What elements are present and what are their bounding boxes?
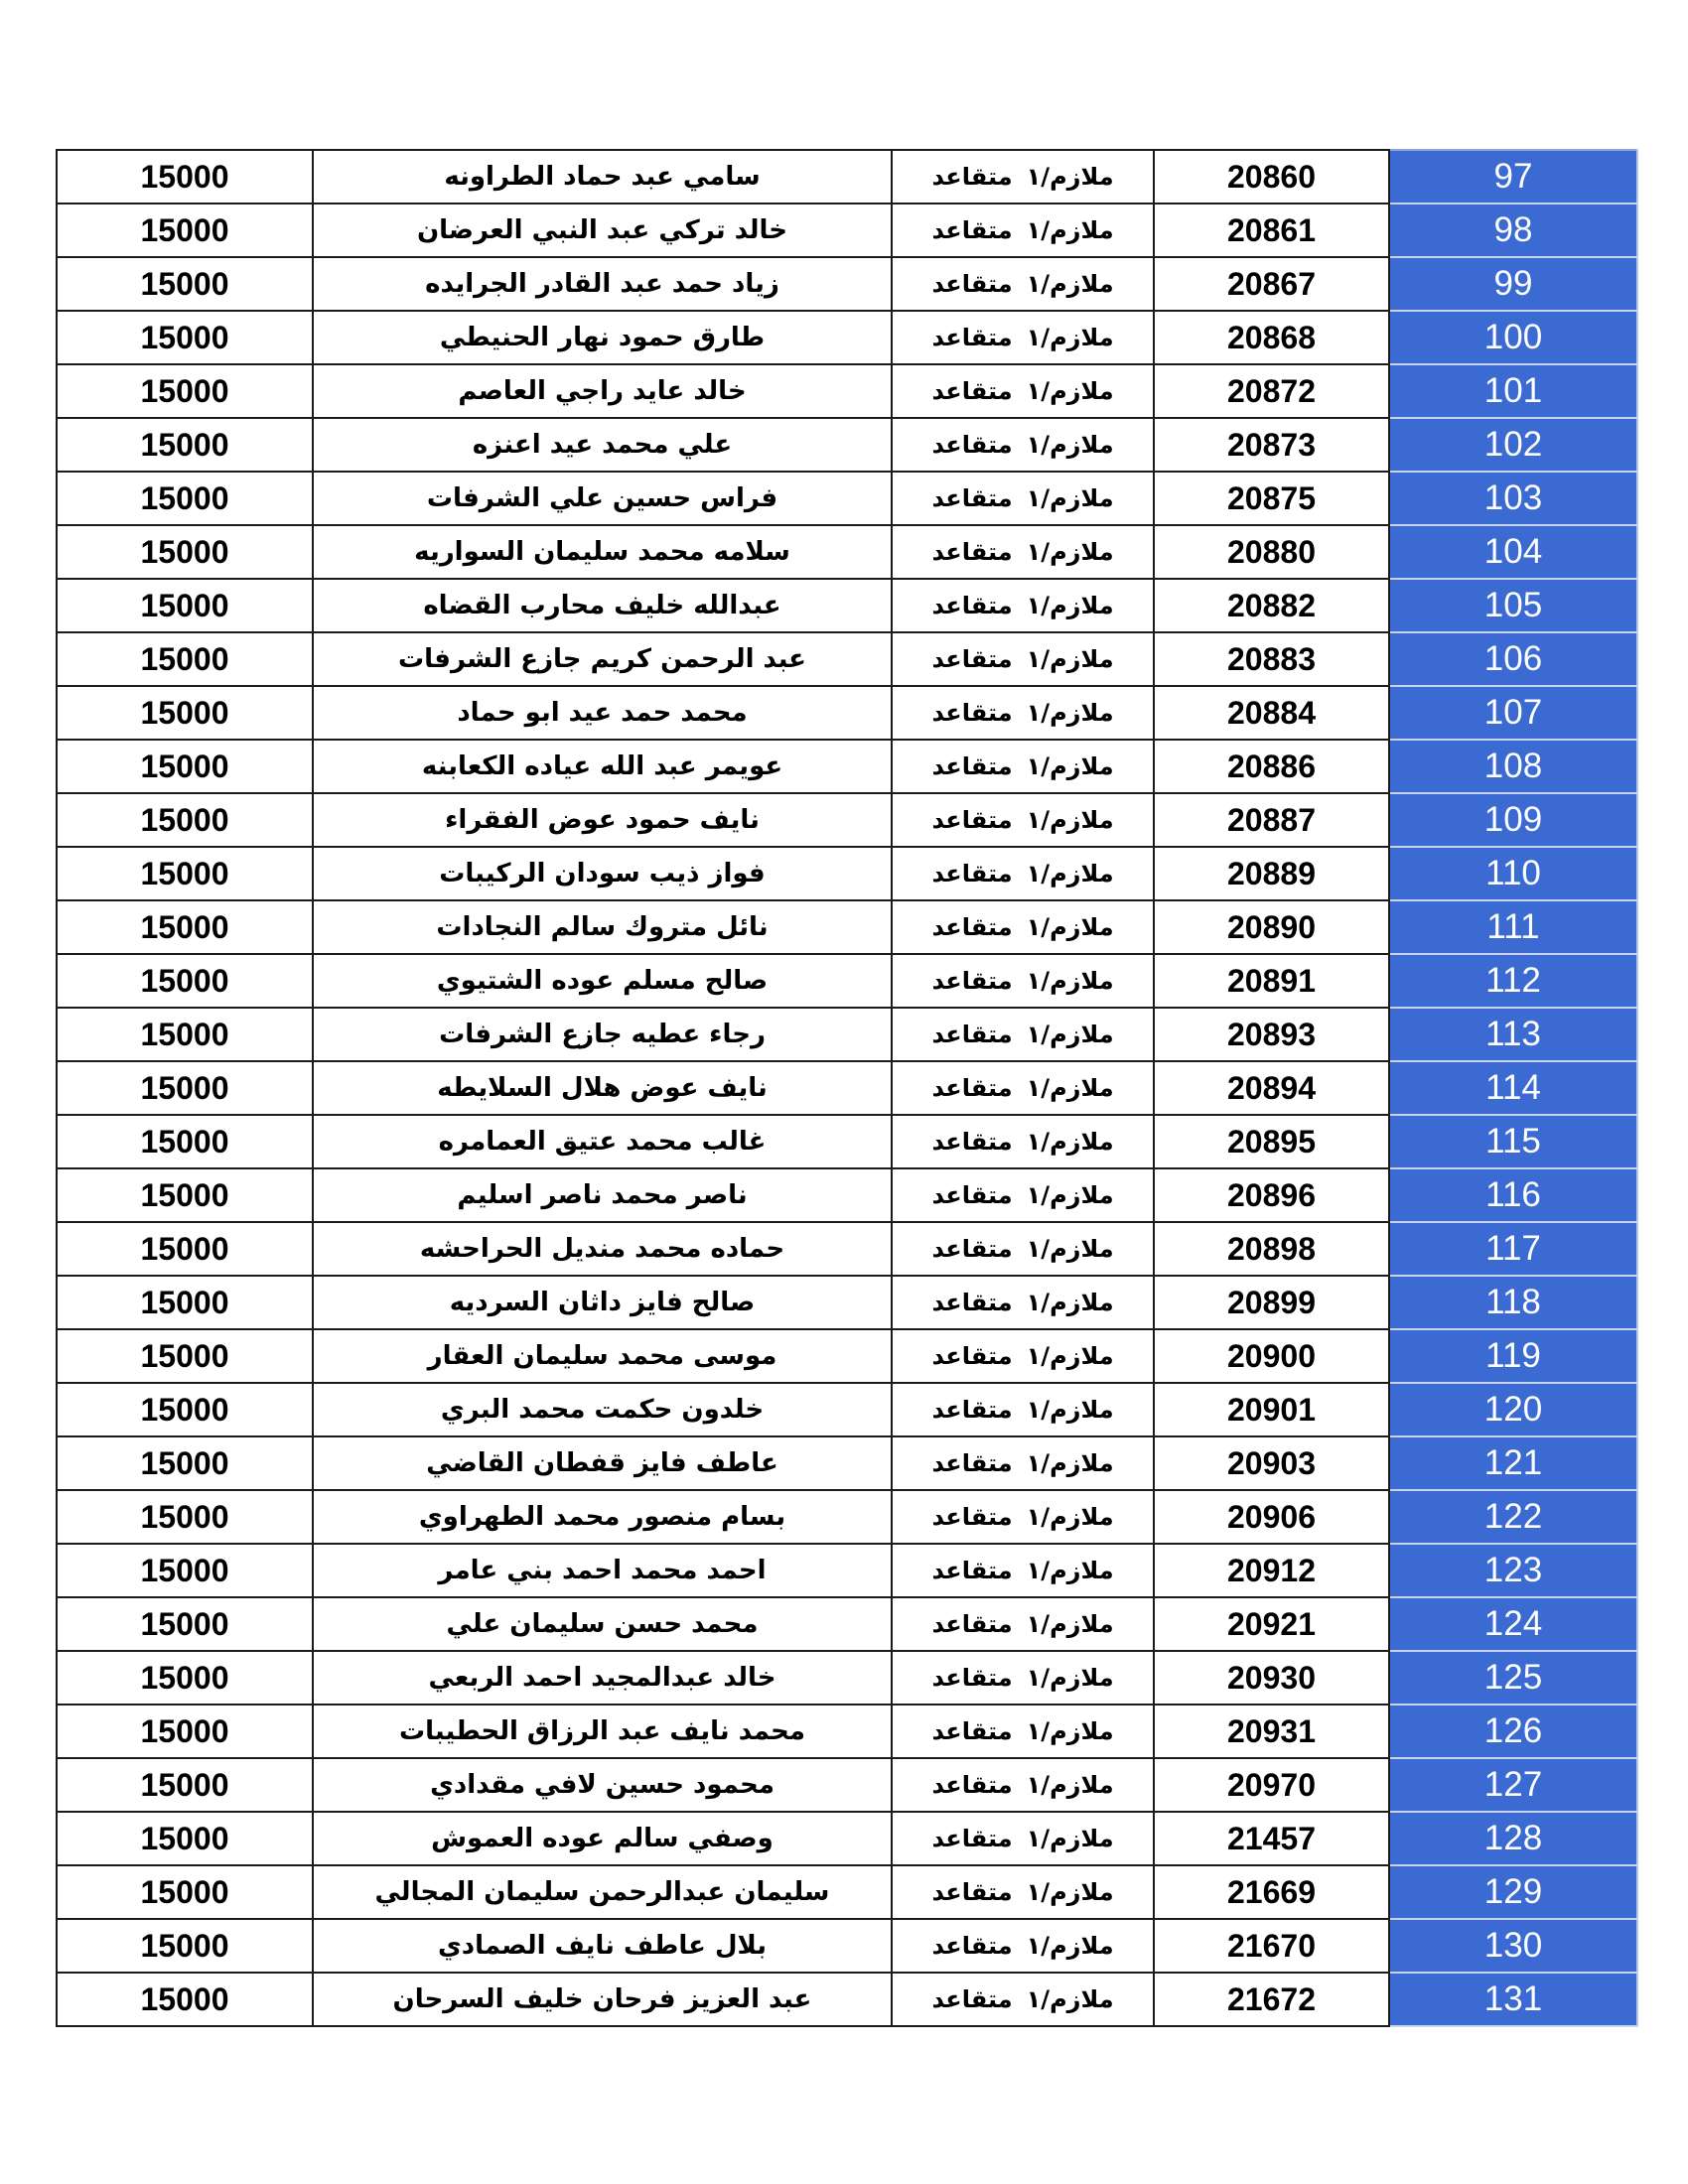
id-number-cell: 20912 [1154, 1544, 1389, 1597]
name-cell: ناصر محمد ناصر اسليم [313, 1168, 892, 1222]
rank-label: ملازم/١ [1026, 1235, 1114, 1263]
row-index-cell: 116 [1389, 1168, 1637, 1222]
table-row [57, 311, 1637, 364]
id-number-cell: 20884 [1154, 686, 1389, 740]
rank-label: ملازم/١ [1026, 645, 1114, 673]
name-cell: خالد عبدالمجيد احمد الربعي [313, 1651, 892, 1705]
id-number-cell: 20872 [1154, 364, 1389, 418]
rank-status-cell [892, 472, 1154, 525]
amount-cell: 15000 [57, 1008, 313, 1061]
table-row [57, 1168, 1637, 1222]
row-index-cell: 122 [1389, 1490, 1637, 1544]
row-index-cell: 97 [1389, 150, 1637, 204]
status-label: متقاعد [931, 967, 1013, 995]
rank-label: ملازم/١ [1026, 163, 1114, 191]
id-number-cell: 20906 [1154, 1490, 1389, 1544]
roster-table-container [56, 149, 1636, 2027]
name-cell: عبد العزيز فرحان خليف السرحان [313, 1973, 892, 2026]
status-label: متقاعد [931, 699, 1013, 727]
status-label: متقاعد [931, 484, 1013, 512]
rank-label: ملازم/١ [1026, 592, 1114, 619]
id-number-cell: 20891 [1154, 954, 1389, 1008]
name-cell: عبدالله خليف محارب القضاه [313, 579, 892, 632]
row-index-cell: 119 [1389, 1329, 1637, 1383]
rank-label: ملازم/١ [1026, 1985, 1114, 2013]
amount-cell: 15000 [57, 311, 313, 364]
row-index-cell: 102 [1389, 418, 1637, 472]
name-cell: سليمان عبدالرحمن سليمان المجالي [313, 1865, 892, 1919]
rank-status-cell [892, 1222, 1154, 1276]
row-index-cell: 107 [1389, 686, 1637, 740]
name-cell: وصفي سالم عوده العموش [313, 1812, 892, 1865]
rank-status-cell [892, 1383, 1154, 1436]
table-row [57, 257, 1637, 311]
table-row [57, 686, 1637, 740]
rank-status-cell [892, 150, 1154, 204]
name-cell: صالح فايز داثان السرديه [313, 1276, 892, 1329]
rank-label: ملازم/١ [1026, 1557, 1114, 1584]
row-index-cell: 105 [1389, 579, 1637, 632]
name-cell: نائل متروك سالم النجادات [313, 900, 892, 954]
id-number-cell: 21457 [1154, 1812, 1389, 1865]
roster-table-body [57, 150, 1637, 2026]
table-row [57, 525, 1637, 579]
id-number-cell: 20868 [1154, 311, 1389, 364]
name-cell: بسام منصور محمد الطهراوي [313, 1490, 892, 1544]
name-cell: حماده محمد منديل الحراحشه [313, 1222, 892, 1276]
rank-status-cell [892, 1329, 1154, 1383]
table-row [57, 1383, 1637, 1436]
id-number-cell: 20930 [1154, 1651, 1389, 1705]
table-row [57, 1115, 1637, 1168]
rank-status-cell [892, 1812, 1154, 1865]
rank-status-cell [892, 1758, 1154, 1812]
name-cell: خالد تركي عبد النبي العرضان [313, 204, 892, 257]
amount-cell: 15000 [57, 1383, 313, 1436]
name-cell: عبد الرحمن كريم جازع الشرفات [313, 632, 892, 686]
row-index-cell: 131 [1389, 1973, 1637, 2026]
row-index-cell: 125 [1389, 1651, 1637, 1705]
row-index-cell: 101 [1389, 364, 1637, 418]
rank-label: ملازم/١ [1026, 484, 1114, 512]
rank-label: ملازم/١ [1026, 538, 1114, 566]
row-index-cell: 120 [1389, 1383, 1637, 1436]
name-cell: علي محمد عيد اعنزه [313, 418, 892, 472]
amount-cell: 15000 [57, 1115, 313, 1168]
rank-label: ملازم/١ [1026, 699, 1114, 727]
amount-cell: 15000 [57, 418, 313, 472]
table-row [57, 1544, 1637, 1597]
status-label: متقاعد [931, 1985, 1013, 2013]
table-row [57, 793, 1637, 847]
rank-status-cell [892, 1115, 1154, 1168]
id-number-cell: 21669 [1154, 1865, 1389, 1919]
row-index-cell: 112 [1389, 954, 1637, 1008]
id-number-cell: 20896 [1154, 1168, 1389, 1222]
rank-label: ملازم/١ [1026, 270, 1114, 298]
row-index-cell: 115 [1389, 1115, 1637, 1168]
rank-label: ملازم/١ [1026, 1664, 1114, 1692]
rank-label: ملازم/١ [1026, 1449, 1114, 1477]
id-number-cell: 20970 [1154, 1758, 1389, 1812]
amount-cell: 15000 [57, 686, 313, 740]
rank-label: ملازم/١ [1026, 1610, 1114, 1638]
table-row [57, 150, 1637, 204]
rank-status-cell [892, 954, 1154, 1008]
id-number-cell: 20867 [1154, 257, 1389, 311]
status-label: متقاعد [931, 752, 1013, 780]
status-label: متقاعد [931, 1021, 1013, 1048]
amount-cell: 15000 [57, 204, 313, 257]
status-label: متقاعد [931, 860, 1013, 887]
rank-label: ملازم/١ [1026, 1771, 1114, 1799]
status-label: متقاعد [931, 270, 1013, 298]
status-label: متقاعد [931, 1717, 1013, 1745]
row-index-cell: 130 [1389, 1919, 1637, 1973]
status-label: متقاعد [931, 1771, 1013, 1799]
rank-label: ملازم/١ [1026, 1181, 1114, 1209]
name-cell: فواز ذيب سودان الركيبات [313, 847, 892, 900]
rank-status-cell [892, 1919, 1154, 1973]
row-index-cell: 113 [1389, 1008, 1637, 1061]
status-label: متقاعد [931, 377, 1013, 405]
rank-status-cell [892, 1168, 1154, 1222]
id-number-cell: 20903 [1154, 1436, 1389, 1490]
table-row [57, 1973, 1637, 2026]
id-number-cell: 20899 [1154, 1276, 1389, 1329]
id-number-cell: 20921 [1154, 1597, 1389, 1651]
table-row [57, 472, 1637, 525]
rank-label: ملازم/١ [1026, 431, 1114, 459]
amount-cell: 15000 [57, 793, 313, 847]
status-label: متقاعد [931, 1074, 1013, 1102]
amount-cell: 15000 [57, 740, 313, 793]
status-label: متقاعد [931, 1610, 1013, 1638]
amount-cell: 15000 [57, 1276, 313, 1329]
rank-status-cell [892, 579, 1154, 632]
amount-cell: 15000 [57, 150, 313, 204]
name-cell: نايف حمود عوض الفقراء [313, 793, 892, 847]
id-number-cell: 20889 [1154, 847, 1389, 900]
status-label: متقاعد [931, 1557, 1013, 1584]
id-number-cell: 20900 [1154, 1329, 1389, 1383]
table-row [57, 632, 1637, 686]
rank-status-cell [892, 1597, 1154, 1651]
row-index-cell: 100 [1389, 311, 1637, 364]
id-number-cell: 20898 [1154, 1222, 1389, 1276]
id-number-cell: 20895 [1154, 1115, 1389, 1168]
amount-cell: 15000 [57, 1329, 313, 1383]
row-index-cell: 126 [1389, 1705, 1637, 1758]
name-cell: زياد حمد عبد القادر الجرايده [313, 257, 892, 311]
name-cell: طارق حمود نهار الحنيطي [313, 311, 892, 364]
rank-label: ملازم/١ [1026, 1289, 1114, 1316]
rank-status-cell [892, 1008, 1154, 1061]
status-label: متقاعد [931, 1664, 1013, 1692]
id-number-cell: 21670 [1154, 1919, 1389, 1973]
row-index-cell: 104 [1389, 525, 1637, 579]
id-number-cell: 21672 [1154, 1973, 1389, 2026]
name-cell: خلدون حكمت محمد البري [313, 1383, 892, 1436]
amount-cell: 15000 [57, 1061, 313, 1115]
id-number-cell: 20901 [1154, 1383, 1389, 1436]
table-row [57, 418, 1637, 472]
status-label: متقاعد [931, 592, 1013, 619]
row-index-cell: 99 [1389, 257, 1637, 311]
row-index-cell: 110 [1389, 847, 1637, 900]
status-label: متقاعد [931, 806, 1013, 834]
rank-label: ملازم/١ [1026, 377, 1114, 405]
id-number-cell: 20893 [1154, 1008, 1389, 1061]
name-cell: عويمر عبد الله عياده الكعابنه [313, 740, 892, 793]
rank-label: ملازم/١ [1026, 967, 1114, 995]
status-label: متقاعد [931, 1128, 1013, 1156]
status-label: متقاعد [931, 1396, 1013, 1424]
status-label: متقاعد [931, 1932, 1013, 1960]
rank-label: ملازم/١ [1026, 1717, 1114, 1745]
status-label: متقاعد [931, 1342, 1013, 1370]
name-cell: محمود حسين لافي مقدادي [313, 1758, 892, 1812]
status-label: متقاعد [931, 431, 1013, 459]
rank-label: ملازم/١ [1026, 1074, 1114, 1102]
status-label: متقاعد [931, 1503, 1013, 1531]
table-row [57, 1597, 1637, 1651]
id-number-cell: 20880 [1154, 525, 1389, 579]
row-index-cell: 129 [1389, 1865, 1637, 1919]
name-cell: فراس حسين علي الشرفات [313, 472, 892, 525]
status-label: متقاعد [931, 913, 1013, 941]
id-number-cell: 20873 [1154, 418, 1389, 472]
name-cell: صالح مسلم عوده الشتيوي [313, 954, 892, 1008]
name-cell: موسى محمد سليمان العقار [313, 1329, 892, 1383]
id-number-cell: 20886 [1154, 740, 1389, 793]
rank-status-cell [892, 793, 1154, 847]
id-number-cell: 20882 [1154, 579, 1389, 632]
status-label: متقاعد [931, 1235, 1013, 1263]
name-cell: احمد محمد احمد بني عامر [313, 1544, 892, 1597]
amount-cell: 15000 [57, 847, 313, 900]
rank-status-cell [892, 847, 1154, 900]
rank-status-cell [892, 740, 1154, 793]
row-index-cell: 127 [1389, 1758, 1637, 1812]
status-label: متقاعد [931, 163, 1013, 191]
amount-cell: 15000 [57, 954, 313, 1008]
amount-cell: 15000 [57, 364, 313, 418]
status-label: متقاعد [931, 1289, 1013, 1316]
rank-status-cell [892, 525, 1154, 579]
status-label: متقاعد [931, 538, 1013, 566]
status-label: متقاعد [931, 216, 1013, 244]
rank-status-cell [892, 364, 1154, 418]
amount-cell: 15000 [57, 1168, 313, 1222]
rank-label: ملازم/١ [1026, 806, 1114, 834]
rank-label: ملازم/١ [1026, 1932, 1114, 1960]
name-cell: نايف عوض هلال السلايطه [313, 1061, 892, 1115]
amount-cell: 15000 [57, 1919, 313, 1973]
rank-label: ملازم/١ [1026, 1396, 1114, 1424]
row-index-cell: 103 [1389, 472, 1637, 525]
id-number-cell: 20894 [1154, 1061, 1389, 1115]
amount-cell: 15000 [57, 1651, 313, 1705]
table-row [57, 1490, 1637, 1544]
row-index-cell: 117 [1389, 1222, 1637, 1276]
table-row [57, 1651, 1637, 1705]
name-cell: محمد حمد عيد ابو حماد [313, 686, 892, 740]
name-cell: رجاء عطيه جازع الشرفات [313, 1008, 892, 1061]
amount-cell: 15000 [57, 1973, 313, 2026]
status-label: متقاعد [931, 1825, 1013, 1852]
amount-cell: 15000 [57, 1436, 313, 1490]
rank-status-cell [892, 1865, 1154, 1919]
rank-label: ملازم/١ [1026, 1878, 1114, 1906]
row-index-cell: 109 [1389, 793, 1637, 847]
rank-label: ملازم/١ [1026, 1825, 1114, 1852]
amount-cell: 15000 [57, 1597, 313, 1651]
amount-cell: 15000 [57, 525, 313, 579]
rank-status-cell [892, 1544, 1154, 1597]
rank-status-cell [892, 1436, 1154, 1490]
amount-cell: 15000 [57, 1812, 313, 1865]
name-cell: محمد حسن سليمان علي [313, 1597, 892, 1651]
id-number-cell: 20875 [1154, 472, 1389, 525]
name-cell: سامي عبد حماد الطراونه [313, 150, 892, 204]
row-index-cell: 118 [1389, 1276, 1637, 1329]
status-label: متقاعد [931, 1181, 1013, 1209]
rank-label: ملازم/١ [1026, 860, 1114, 887]
rank-label: ملازم/١ [1026, 216, 1114, 244]
id-number-cell: 20883 [1154, 632, 1389, 686]
row-index-cell: 111 [1389, 900, 1637, 954]
row-index-cell: 108 [1389, 740, 1637, 793]
rank-status-cell [892, 311, 1154, 364]
table-row [57, 1222, 1637, 1276]
table-row [57, 1436, 1637, 1490]
name-cell: محمد نايف عبد الرزاق الحطيبات [313, 1705, 892, 1758]
id-number-cell: 20861 [1154, 204, 1389, 257]
rank-status-cell [892, 1276, 1154, 1329]
amount-cell: 15000 [57, 1544, 313, 1597]
status-label: متقاعد [931, 645, 1013, 673]
rank-label: ملازم/١ [1026, 1503, 1114, 1531]
row-index-cell: 128 [1389, 1812, 1637, 1865]
table-row [57, 1865, 1637, 1919]
row-index-cell: 121 [1389, 1436, 1637, 1490]
rank-status-cell [892, 418, 1154, 472]
id-number-cell: 20860 [1154, 150, 1389, 204]
rank-label: ملازم/١ [1026, 324, 1114, 351]
rank-status-cell [892, 1705, 1154, 1758]
rank-status-cell [892, 632, 1154, 686]
amount-cell: 15000 [57, 257, 313, 311]
name-cell: بلال عاطف نايف الصمادي [313, 1919, 892, 1973]
row-index-cell: 124 [1389, 1597, 1637, 1651]
table-row [57, 1812, 1637, 1865]
amount-cell: 15000 [57, 900, 313, 954]
amount-cell: 15000 [57, 1490, 313, 1544]
table-row [57, 579, 1637, 632]
rank-status-cell [892, 257, 1154, 311]
table-row [57, 1276, 1637, 1329]
table-row [57, 1061, 1637, 1115]
amount-cell: 15000 [57, 632, 313, 686]
status-label: متقاعد [931, 324, 1013, 351]
name-cell: غالب محمد عتيق العمامره [313, 1115, 892, 1168]
amount-cell: 15000 [57, 1865, 313, 1919]
table-row [57, 740, 1637, 793]
roster-table [56, 149, 1638, 2027]
id-number-cell: 20887 [1154, 793, 1389, 847]
amount-cell: 15000 [57, 1222, 313, 1276]
rank-status-cell [892, 686, 1154, 740]
table-row [57, 847, 1637, 900]
id-number-cell: 20890 [1154, 900, 1389, 954]
row-index-cell: 106 [1389, 632, 1637, 686]
table-row [57, 204, 1637, 257]
row-index-cell: 98 [1389, 204, 1637, 257]
rank-status-cell [892, 900, 1154, 954]
rank-label: ملازم/١ [1026, 1021, 1114, 1048]
amount-cell: 15000 [57, 579, 313, 632]
row-index-cell: 114 [1389, 1061, 1637, 1115]
rank-label: ملازم/١ [1026, 913, 1114, 941]
table-row [57, 1758, 1637, 1812]
table-row [57, 364, 1637, 418]
rank-status-cell [892, 1973, 1154, 2026]
table-row [57, 1008, 1637, 1061]
rank-label: ملازم/١ [1026, 1342, 1114, 1370]
row-index-cell: 123 [1389, 1544, 1637, 1597]
rank-status-cell [892, 1061, 1154, 1115]
id-number-cell: 20931 [1154, 1705, 1389, 1758]
table-row [57, 954, 1637, 1008]
rank-status-cell [892, 1651, 1154, 1705]
rank-status-cell [892, 1490, 1154, 1544]
rank-label: ملازم/١ [1026, 1128, 1114, 1156]
status-label: متقاعد [931, 1878, 1013, 1906]
table-row [57, 900, 1637, 954]
table-row [57, 1329, 1637, 1383]
rank-label: ملازم/١ [1026, 752, 1114, 780]
table-row [57, 1705, 1637, 1758]
amount-cell: 15000 [57, 1758, 313, 1812]
name-cell: خالد عايد راجي العاصم [313, 364, 892, 418]
status-label: متقاعد [931, 1449, 1013, 1477]
rank-status-cell [892, 204, 1154, 257]
name-cell: سلامه محمد سليمان السواريه [313, 525, 892, 579]
amount-cell: 15000 [57, 1705, 313, 1758]
table-row [57, 1919, 1637, 1973]
amount-cell: 15000 [57, 472, 313, 525]
name-cell: عاطف فايز قفطان القاضي [313, 1436, 892, 1490]
